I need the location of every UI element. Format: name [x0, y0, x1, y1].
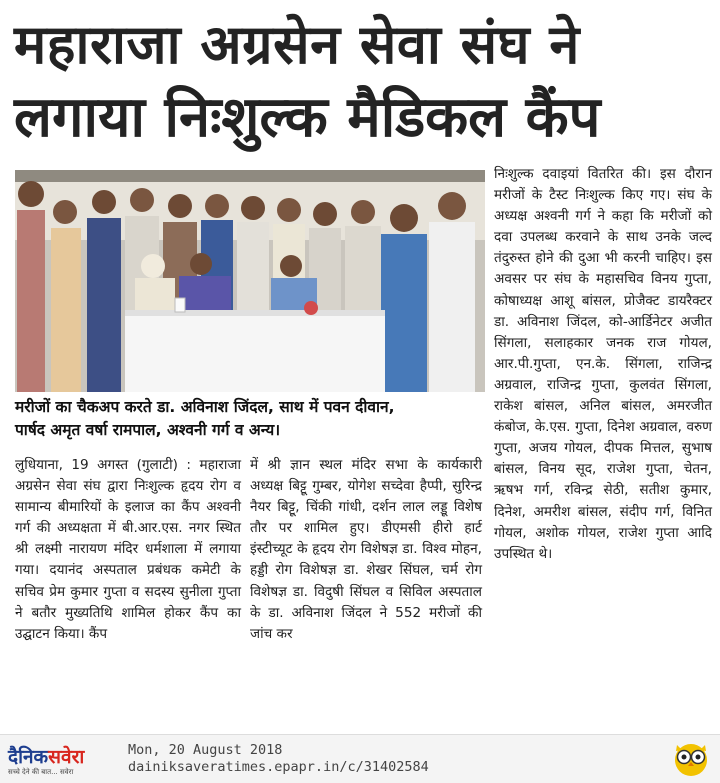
news-photo — [15, 170, 485, 392]
headline-block — [0, 0, 720, 164]
camp-photo-illustration — [15, 170, 485, 392]
headline-line-2: लगाया निःशुल्क मैडिकल कैंप — [14, 85, 601, 150]
photo-caption — [15, 396, 485, 442]
article-column-1: लुधियाना, 19 अगस्त (गुलाटी) : महाराजा अग्रसेन सेवा संघ द्वारा निःशुल्क हृदय रोग व सामान्य बीमारियों के इलाज का कैंप अश्वनी गर्ग की अध्यक्षता में बी.आर.एस. नगर स्थित श्री लक्ष्मी नारायण मंदिर धर्मशाला में लगाया गया। दयानंद अस्पताल प्रबंधक कमेटी के सचिव प्रेम कुमार गुप्ता व सदस्य सुनीला गुप्ता ने बतौर मुख्यतिथि शामिल होकर कैंप का उद्घाटन किया। कैंप — [15, 457, 241, 642]
logo-part-2: सवेरा — [48, 746, 85, 768]
article-column-3: निःशुल्क दवाइयां वितरित की। इस दौरान मरीजों के टैस्ट निःशुल्क किए गए। संघ के अध्यक्ष अश्वनी गर्ग ने कहा कि मरीजों को दवा उपलब्ध करवाने के साथ उनके जल्द तंदुरुस्त होने की दुआ भी करनी चाहिए। इस अवसर पर संघ के महासचिव विनय गुप्ता, कोषाध्यक्ष आशू बांसल, प्रोजैक्ट डायरैक्टर डा. अविनाश जिंदल, को-आर्डिनेटर अजीत सिंगला, सलाहकार जनक राज गोयल, आर.पी.गुप्ता, एन.के. सिंगला, राजिन्द्र अग्रवाल, राजिन्द्र गुप्ता, कुलवंत सिंगला, राकेश बांसल, अनिल बांसल, अमरजीत कंबोज, के.एस. गुप्ता, दिनेश अग्रवाल, वरुण गुप्ता, अजय गोयल, दीपक मित्तल, सुभाष बांसल, विनय सूद, राजेश गुप्ता, चेतन, ऋषभ गर्ग, रविन्द्र सेठी, सतीश कुमार, दिनेश, अमरीश बांसल, संदीप गर्ग, विनित गोयल, अशोक गोयल, राजेश गुप्ता आदि उपस्थित थे। — [494, 166, 712, 562]
edition-date: Mon, 20 August 2018 — [128, 742, 283, 758]
article-column-2: में श्री ज्ञान स्थल मंदिर सभा के कार्यकारी अध्यक्ष बिट्टू गुम्बर, योगेश सच्देवा हैप्पी, सुरिन्द्र नैयर बिट्टू, चिंकी गांधी, दर्शन लाल लड्डू विशेष तौर पर शामिल हुए। डीएमसी हीरो हार्ट इंस्टीच्यूट के हृदय रोग विशेषज्ञ डा. विश्व मोहन, हड्डी रोग विशेषज्ञ डा. शेखर सिंघल, चर्म रोग विशेषज्ञ डा. विदुषी सिंघल व सिविल अस्पताल के डा. अविनाश जिंदल ने 552 मरीजों की जांच कर — [250, 457, 482, 642]
logo-part-1: दैनिक — [8, 746, 49, 768]
owl-icon — [672, 739, 710, 777]
caption-line-1: मरीजों का चैकअप करते डा. अविनाश जिंदल, साथ में पवन दीवान, — [15, 398, 395, 416]
epaper-footer — [0, 734, 720, 783]
dainik-savera-logo — [8, 743, 84, 769]
clip-url[interactable]: dainiksaveratimes.epapr.in/c/31402584 — [128, 759, 429, 775]
table — [125, 310, 385, 392]
headline-line-1: महाराजा अग्रसेन सेवा संघ ने — [14, 13, 580, 76]
logo-tagline: सच्चे देने की बात... सवेरा — [8, 768, 74, 776]
caption-line-2: पार्षद अमृत वर्षा रामपाल, अश्वनी गर्ग व अन्य। — [15, 421, 281, 439]
